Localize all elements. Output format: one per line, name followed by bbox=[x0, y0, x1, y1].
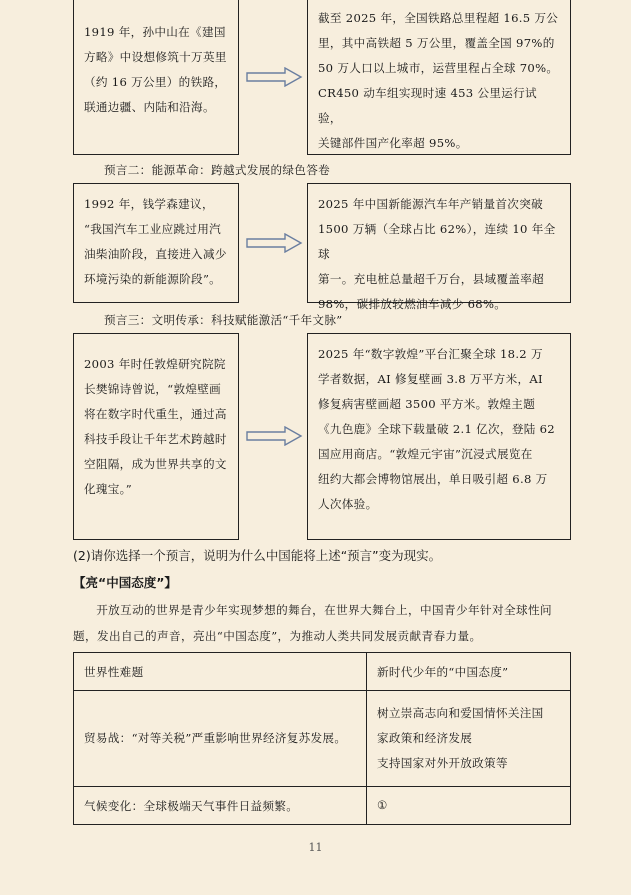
section-heading: 【亮“中国态度”】 bbox=[73, 575, 177, 590]
table-row bbox=[74, 691, 571, 787]
question-2: (2)请你选择一个预言，说明为什么中国能将上述“预言”变为现实。 bbox=[73, 548, 442, 563]
text-line: 第一。充电桩总量超千万台，县域覆盖率超 bbox=[318, 272, 544, 286]
text-line: （约 16 万公里）的铁路， bbox=[84, 75, 227, 89]
prediction-2-present bbox=[307, 183, 571, 311]
text-line: “我国汽车工业应跳过用汽 bbox=[84, 222, 222, 236]
table-header-cell: 新时代少年的“中国态度” bbox=[367, 653, 571, 691]
text-line: 里，其中高铁超 5 万公里，覆盖全国 97%的 bbox=[318, 36, 555, 50]
arrow-right-icon bbox=[245, 426, 303, 446]
table-header-cell: 世界性难题 bbox=[74, 653, 367, 691]
table-header-row bbox=[74, 653, 571, 691]
text-line: 空阻隔，成为世界共享的文 bbox=[84, 457, 227, 471]
prediction-3-present bbox=[307, 333, 571, 540]
text-line: 修复病害壁画超 3500 平方米。敦煌主题 bbox=[318, 397, 536, 411]
text-line: 化瑰宝。” bbox=[84, 482, 133, 496]
answer-blank-cell[interactable] bbox=[367, 787, 571, 825]
text-line: 科技手段让千年艺术跨越时 bbox=[84, 432, 227, 446]
text-line: 联通边疆、内陆和沿海。 bbox=[84, 100, 215, 114]
text-line: 1500 万辆（全球占比 62%），连续 10 年全球 bbox=[318, 222, 556, 261]
text-line: 纽约大都会博物馆展出，单日吸引超 6.8 万 bbox=[318, 472, 548, 486]
text-line: 截至 2025 年，全国铁路总里程超 16.5 万公 bbox=[318, 11, 559, 25]
text-line: 长樊锦诗曾说，“敦煌壁画 bbox=[84, 382, 222, 396]
attitude-table bbox=[73, 652, 571, 825]
text-line: 树立崇高志向和爱国情怀关注国 bbox=[377, 706, 544, 720]
text-line: 2025 年中国新能源汽车年产销量首次突破 bbox=[318, 197, 543, 211]
text-line: CR450 动车组实现时速 453 公里运行试验， bbox=[318, 86, 537, 125]
text-line: 《九色鹿》全球下载量破 2.1 亿次，登陆 62 bbox=[318, 422, 555, 436]
text-line: 国应用商店。“敦煌元宇宙”沉浸式展览在 bbox=[318, 447, 533, 461]
text-line: 支持国家对外开放政策等 bbox=[377, 756, 508, 770]
text-line: 家政策和经济发展 bbox=[377, 731, 473, 745]
prediction-3-subtitle: 预言三：文明传承：科技赋能激活“千年文脉” bbox=[104, 313, 343, 327]
answer-marker: ① bbox=[377, 798, 388, 812]
text-line: 方略》中设想修筑十万英里 bbox=[84, 50, 227, 64]
text-line: 50 万人口以上城市，运营里程占全球 70%。 bbox=[318, 61, 559, 75]
prediction-2-subtitle: 预言二：能源革命：跨越式发展的绿色答卷 bbox=[104, 163, 330, 177]
text-line: 2025 年“数字敦煌”平台汇聚全球 18.2 万 bbox=[318, 347, 543, 361]
prediction-3 bbox=[73, 333, 571, 540]
table-row bbox=[74, 787, 571, 825]
prediction-3-past bbox=[73, 333, 239, 540]
prediction-2 bbox=[73, 183, 571, 311]
arrow-right-icon bbox=[245, 67, 303, 87]
text-line: 98%，碳排放较燃油车减少 68%。 bbox=[318, 297, 507, 311]
prediction-1 bbox=[73, 0, 571, 155]
text-line: 人次体验。 bbox=[318, 497, 378, 511]
text-line: 将在数字时代重生，通过高 bbox=[84, 407, 227, 421]
prediction-2-past bbox=[73, 183, 239, 303]
prediction-1-past bbox=[73, 0, 239, 155]
arrow-right-icon bbox=[245, 233, 303, 253]
intro-paragraph: 开放互动的世界是青少年实现梦想的舞台，在世界大舞台上，中国青少年针对全球性问题，发出自己的声音，亮出“中国态度”，为推动人类共同发展贡献青春力量。 bbox=[73, 603, 552, 643]
text-line: 1919 年，孙中山在《建国 bbox=[84, 25, 226, 39]
table-cell-attitude bbox=[367, 691, 571, 787]
text-line: 环境污染的新能源阶段”。 bbox=[84, 272, 222, 286]
text-line: 关键部件国产化率超 95%。 bbox=[318, 136, 468, 150]
table-cell-problem: 贸易战：“对等关税”严重影响世界经济复苏发展。 bbox=[74, 691, 367, 787]
text-line: 学者数据，AI 修复壁画 3.8 万平方米，AI bbox=[318, 372, 543, 386]
text-line: 1992 年，钱学森建议， bbox=[84, 197, 214, 211]
page-number: 11 bbox=[308, 841, 323, 854]
prediction-1-present bbox=[307, 0, 571, 155]
text-line: 油柴油阶段，直接进入减少 bbox=[84, 247, 227, 261]
table-cell-problem: 气候变化：全球极端天气事件日益频繁。 bbox=[74, 787, 367, 825]
text-line: 2003 年时任敦煌研究院院 bbox=[84, 357, 226, 371]
